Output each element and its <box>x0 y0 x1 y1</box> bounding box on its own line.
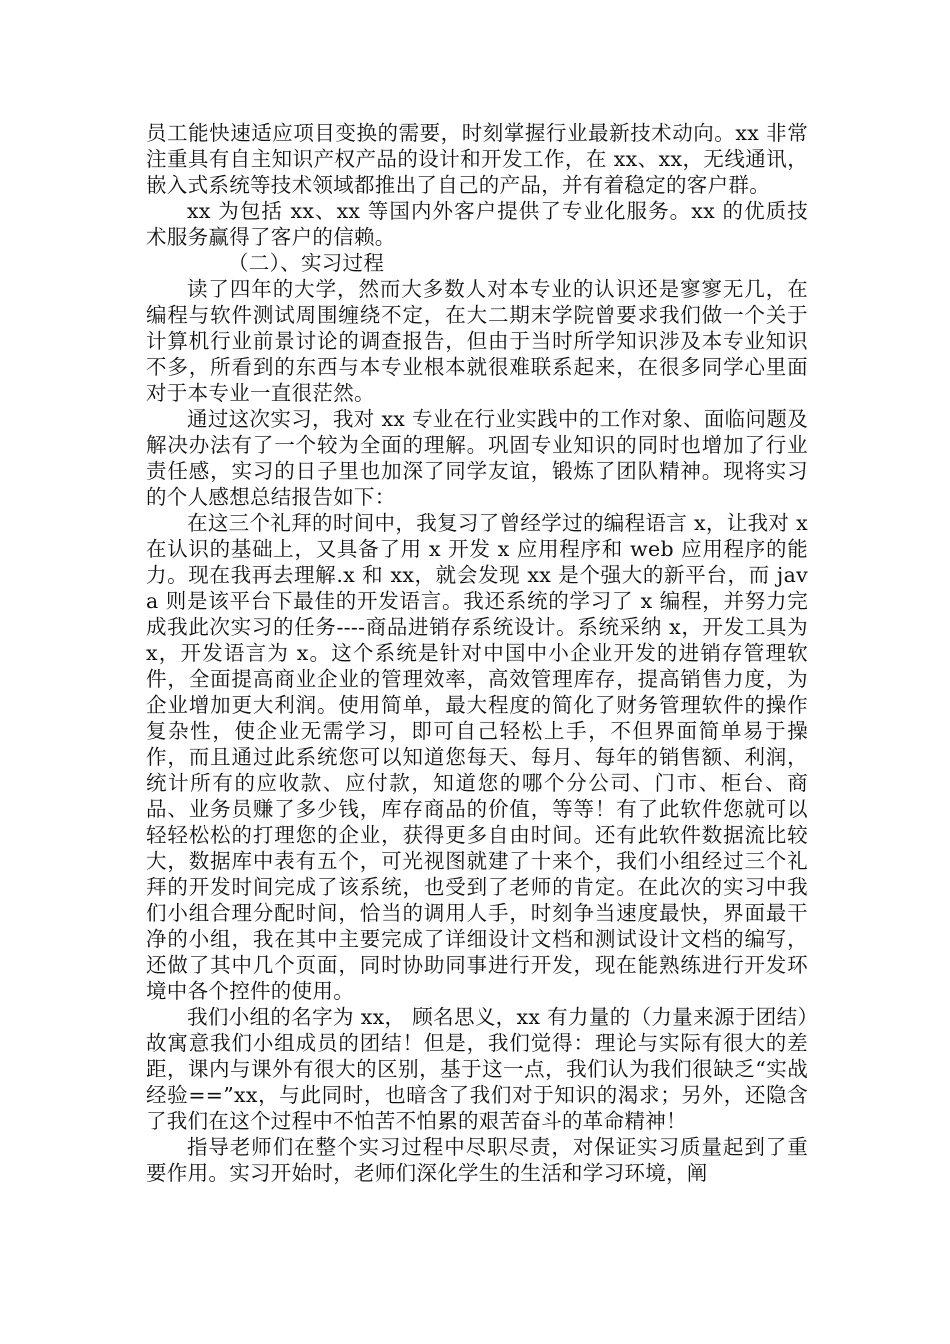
document-body <box>146 120 815 1186</box>
paragraph-system-development: 在这三个礼拜的时间中，我复习了曾经学过的编程语言 x，让我对 x 在认识的基础上，又具备了用 x 开发 x 应用程序和 web 应用程序的能力。现在我再去理解.x 和 xx，就会发现 xx 是个强大的新平台，而 java 则是该平台下最佳的开发语言。我还系统的学习了 x 编程，并努力完成我此次实习的任务----商品进销存系统设计。系统采纳 x，开发工具为 x，开发语言为 x。这个系统是针对中国中小企业开发的进销存管理软件，全面提高商业企业的管理效率，高效管理库存，提高销售力度，为企业增加更大利润。使用简单，最大程度的简化了财务管理软件的操作复杂性，使企业无需学习，即可自己轻松上手，不但界面简单易于操作，而且通过此系统您可以知道您每天、每月、每年的销售额、利润，统计所有的应收款、应付款，知道您的哪个分公司、门市、柜台、商品、业务员赚了多少钱，库存商品的价值，等等！有了此软件您就可以轻轻松松的打理您的企业，获得更多自由时间。还有此软件数据流比较大，数据库中表有五个，可光视图就建了十来个，我们小组经过三个礼拜的开发时间完成了该系统，也受到了老师的肯定。在此次的实习中我们小组合理分配时间，恰当的调用人手，时刻争当速度最快，界面最干净的小组，我在其中主要完成了详细设计文档和测试设计文档的编写，还做了其中几个页面，同时协助同事进行开发，现在能熟练进行开发环境中各个控件的使用。 <box>146 511 815 1003</box>
paragraph-client-service: xx 为包括 xx、xx 等国内外客户提供了专业化服务。xx 的优质技术服务赢得了客户的信赖。 <box>146 199 808 249</box>
section-heading-internship-process: （二）、实习过程 <box>228 251 385 275</box>
paragraph-internship-understanding: 通过这次实习，我对 xx 专业在行业实践中的工作对象、面临问题及解决办法有了一个较为全面的理解。巩固专业知识的同时也增加了行业责任感，实习的日子里也加深了同学友谊，锻炼了团队精神。现将实习的个人感想总结报告如下： <box>146 407 808 509</box>
paragraph-university-background: 读了四年的大学，然而大多数人对本专业的认识还是寥寥无几，在编程与软件测试周围缠绕不定，在大二期末学院曾要求我们做一个关于计算机行业前景讨论的调查报告，但由于当时所学知识涉及本专业知识不多，所看到的东西与本专业根本就很难联系起来，在很多同学心里面对于本专业一直很茫然。 <box>146 277 808 405</box>
paragraph-company-intro: 员工能快速适应项目变换的需要，时刻掌握行业最新技术动向。xx 非常注重具有自主知识产权产品的设计和开发工作，在 xx、xx，无线通讯， 嵌入式系统等技术领域都推出了自己的产品，并有着稳定的客户群。 <box>146 121 815 197</box>
paragraph-team-name: 我们小组的名字为 xx， 顾名思义，xx 有力量的（力量来源于团结）故寓意我们小组成员的团结！但是，我们觉得：理论与实际有很大的差距，课内与课外有很大的区别，基于这一点，我们认为我们很缺乏“实战经验==”xx，与此同时，也暗含了我们对于知识的渴求；另外，还隐含了我们在这个过程中不怕苦不怕累的艰苦奋斗的革命精神！ <box>146 1005 808 1133</box>
paragraph-teacher-guidance: 指导老师们在整个实习过程中尽职尽责，对保证实习质量起到了重要作用。实习开始时，老师们深化学生的生活和学习环境，阐 <box>146 1135 808 1185</box>
